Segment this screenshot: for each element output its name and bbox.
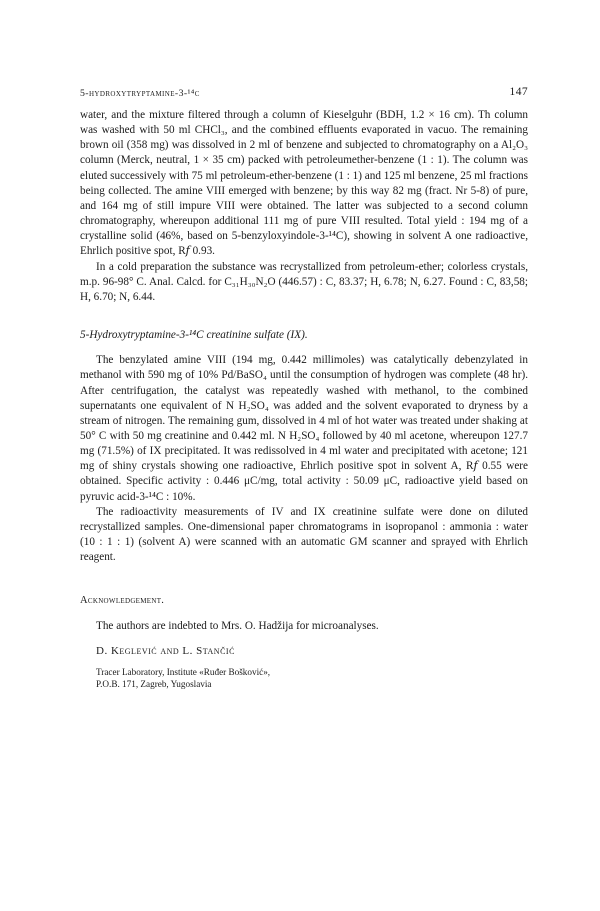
section-heading: 5-Hydroxytryptamine-3-¹⁴C creatinine sulfate (IX). bbox=[80, 329, 308, 342]
journal-page bbox=[80, 86, 528, 690]
body-paragraph-1: water, and the mixture filtered through a column of Kieselguhr (BDH, 1.2 × 16 cm). Th column was washed with 50 ml CHCl₃, and the combined effluents evaporated in vacuo. The remaining brown oil (358 mg) was dissolved in 2 ml of benzene and subjected to chromatography on a Al₂O₃ column (Merck, neutral, 1 × 35 cm) packed with petroleumether-benzene (1 : 1). The column was eluted successively with 75 ml petroleum-ether-benzene (1 : 1) and 125 ml benzene, 25 ml fractions being collected. The amine VIII emerged with benzene; by this way 82 mg (fract. Nr 5-8) of pure, and 164 mg of still impure VIII were obtained. The latter was subjected to a second column chromatography, whereupon additional 111 mg of pure VIII resulted. Total yield : 194 mg of a crystalline solid (46%, based on 5-benzyloxyindole-3-¹⁴C), showing in solvent A one radioactive, Ehrlich positive spot, R𝑓 0.93. bbox=[80, 109, 528, 258]
affiliation-line-2: P.O.B. 171, Zagreb, Yugoslavia bbox=[96, 679, 212, 690]
running-head bbox=[80, 86, 528, 108]
page-number: 147 bbox=[509, 86, 528, 98]
author-names: D. Keglević and L. Stančić bbox=[96, 644, 235, 657]
body-paragraph-4: The radioactivity measurements of IV and IX creatinine sulfate were done on diluted recrystallized samples. One-dimensional paper chromatograms in isopropanol : ammonia : water (10 : 1 : 1) (solvent A) were scanned with an automatic GM scanner and sprayed with Ehrlich reagent. bbox=[80, 505, 528, 564]
acknowledgement-heading: Acknowledgement. bbox=[80, 595, 165, 607]
body-paragraph-3: The benzylated amine VIII (194 mg, 0.442 millimoles) was catalytically debenzylated in methanol with 590 mg of 10% Pd/BaSO₄ until the consumption of hydrogen was complete (48 hr). After centrifugation, the catalyst was repeatedly washed with methanol, to the combined supernatants one equivalent of N H₂SO₄ was added and the solvent evaporated to dryness by a stream of nitrogen. The remaining gum, dissolved in 4 ml of hot water was treated under shaking at 50° C with 50 mg creatinine and 0.442 ml. N H₂SO₄ followed by 40 ml acetone, whereupon 127.7 mg (71.5%) of IX precipitated. It was redissolved in 4 ml water and precipitated with acetone; 121 mg of shiny crystals showing one radioactive, Ehrlich positive spot in solvent A, R𝑓 0.55 were obtained. Specific activity : 0.446 μC/mg, total activity : 50.09 μC, radioactive yield based on pyruvic acid-3-¹⁴C : 10%. bbox=[80, 354, 528, 503]
acknowledgement-text: The authors are indebted to Mrs. O. Hadžija for microanalyses. bbox=[96, 619, 379, 632]
author-affiliation bbox=[96, 666, 528, 691]
body-paragraph-2: In a cold preparation the substance was recrystallized from petroleum-ether; colorless crystals, m.p. 96-98° C. Anal. Calcd. for C₃₁H₃₀N₂O (446.57) : C, 83.37; H, 6.78; N, 6.27. Found : C, 83,58; H, 6.70; N, 6.44. bbox=[80, 260, 528, 303]
affiliation-line-1: Tracer Laboratory, Institute «Ruđer Bošković», bbox=[96, 666, 271, 677]
running-head-title: 5-hydroxytryptamine-3-¹⁴c bbox=[80, 88, 200, 99]
